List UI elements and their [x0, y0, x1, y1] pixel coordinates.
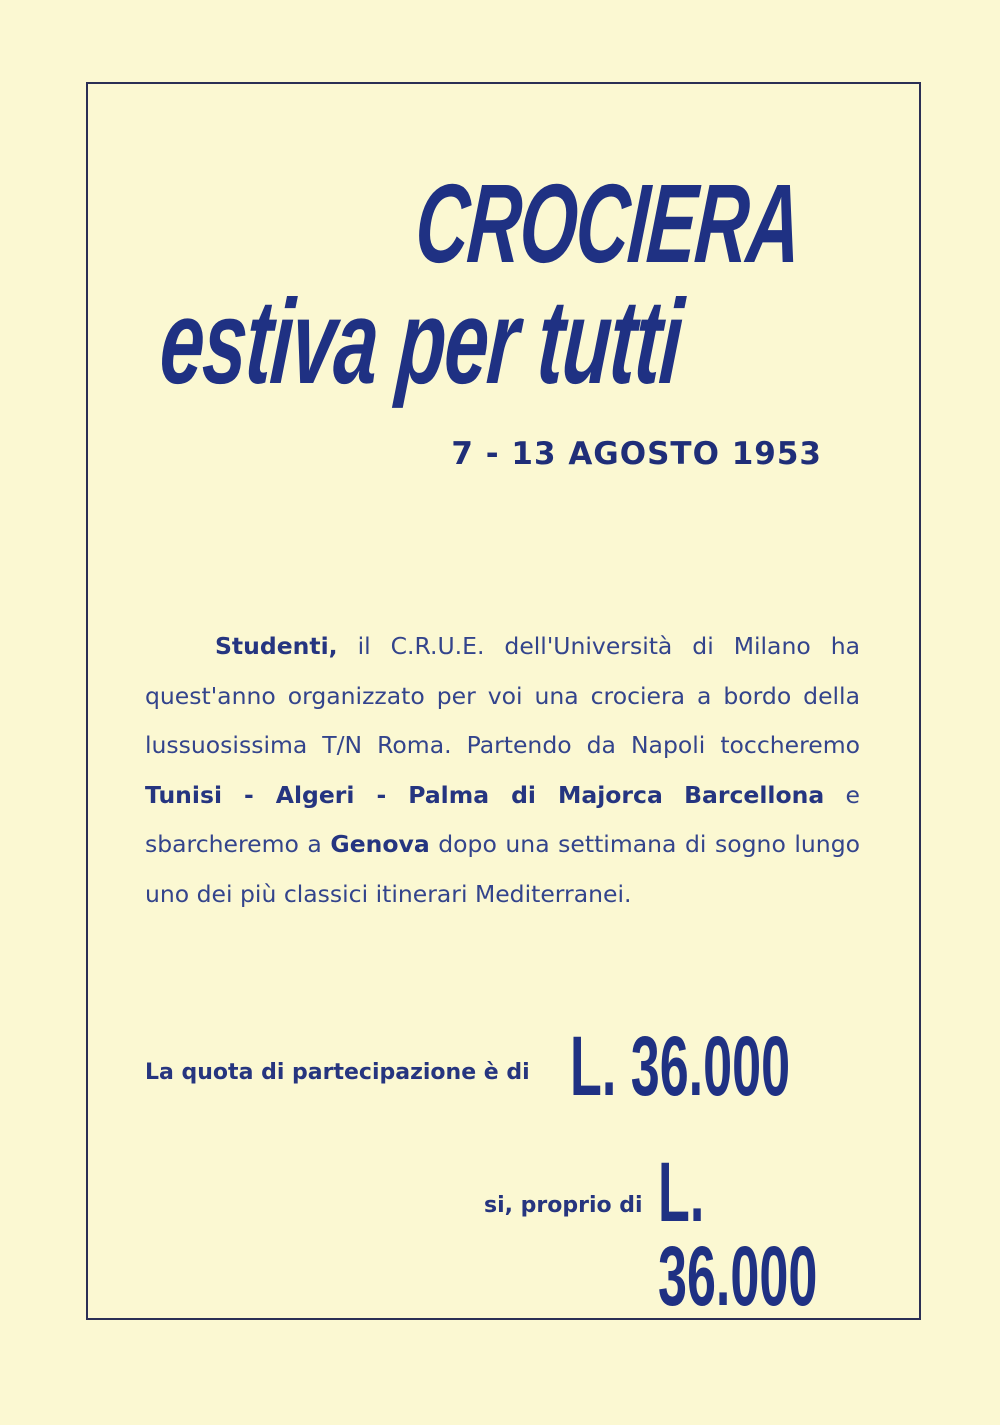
- lead-word: Studenti,: [215, 632, 338, 660]
- city: Palma di Majorca: [408, 780, 663, 809]
- city: Algeri: [275, 780, 355, 809]
- text: il C.R.U.E. dell'Università di Milano ha quest'anno organizzato per voi una crociera a bordo della lussuosissima T/N Roma. Partendo da Napoli toccheremo: [145, 632, 860, 759]
- cruise-dates: 7 - 13 AGOSTO 1953: [451, 436, 822, 472]
- separator: [663, 781, 684, 809]
- title-crociera: CROCIERA: [411, 161, 805, 286]
- text: dopo una settimana di sogno lungo uno dei più classici itinerari Mediterranei.: [145, 830, 860, 908]
- quota-price: L. 36.000: [570, 1019, 791, 1113]
- city: Genova: [330, 830, 430, 858]
- city: Barcellona: [684, 780, 825, 809]
- city: Tunisi: [145, 780, 223, 809]
- proprio-price: L. 36.000: [658, 1145, 818, 1323]
- quota-label: La quota di partecipazione è di: [145, 1060, 530, 1085]
- text: e sbarcheremo a: [145, 780, 860, 858]
- separator: -: [222, 780, 276, 809]
- separator: -: [354, 780, 409, 809]
- title-subtitle: estiva per tutti: [156, 275, 686, 409]
- description-paragraph: [145, 622, 860, 919]
- proprio-label: si, proprio di: [484, 1193, 643, 1218]
